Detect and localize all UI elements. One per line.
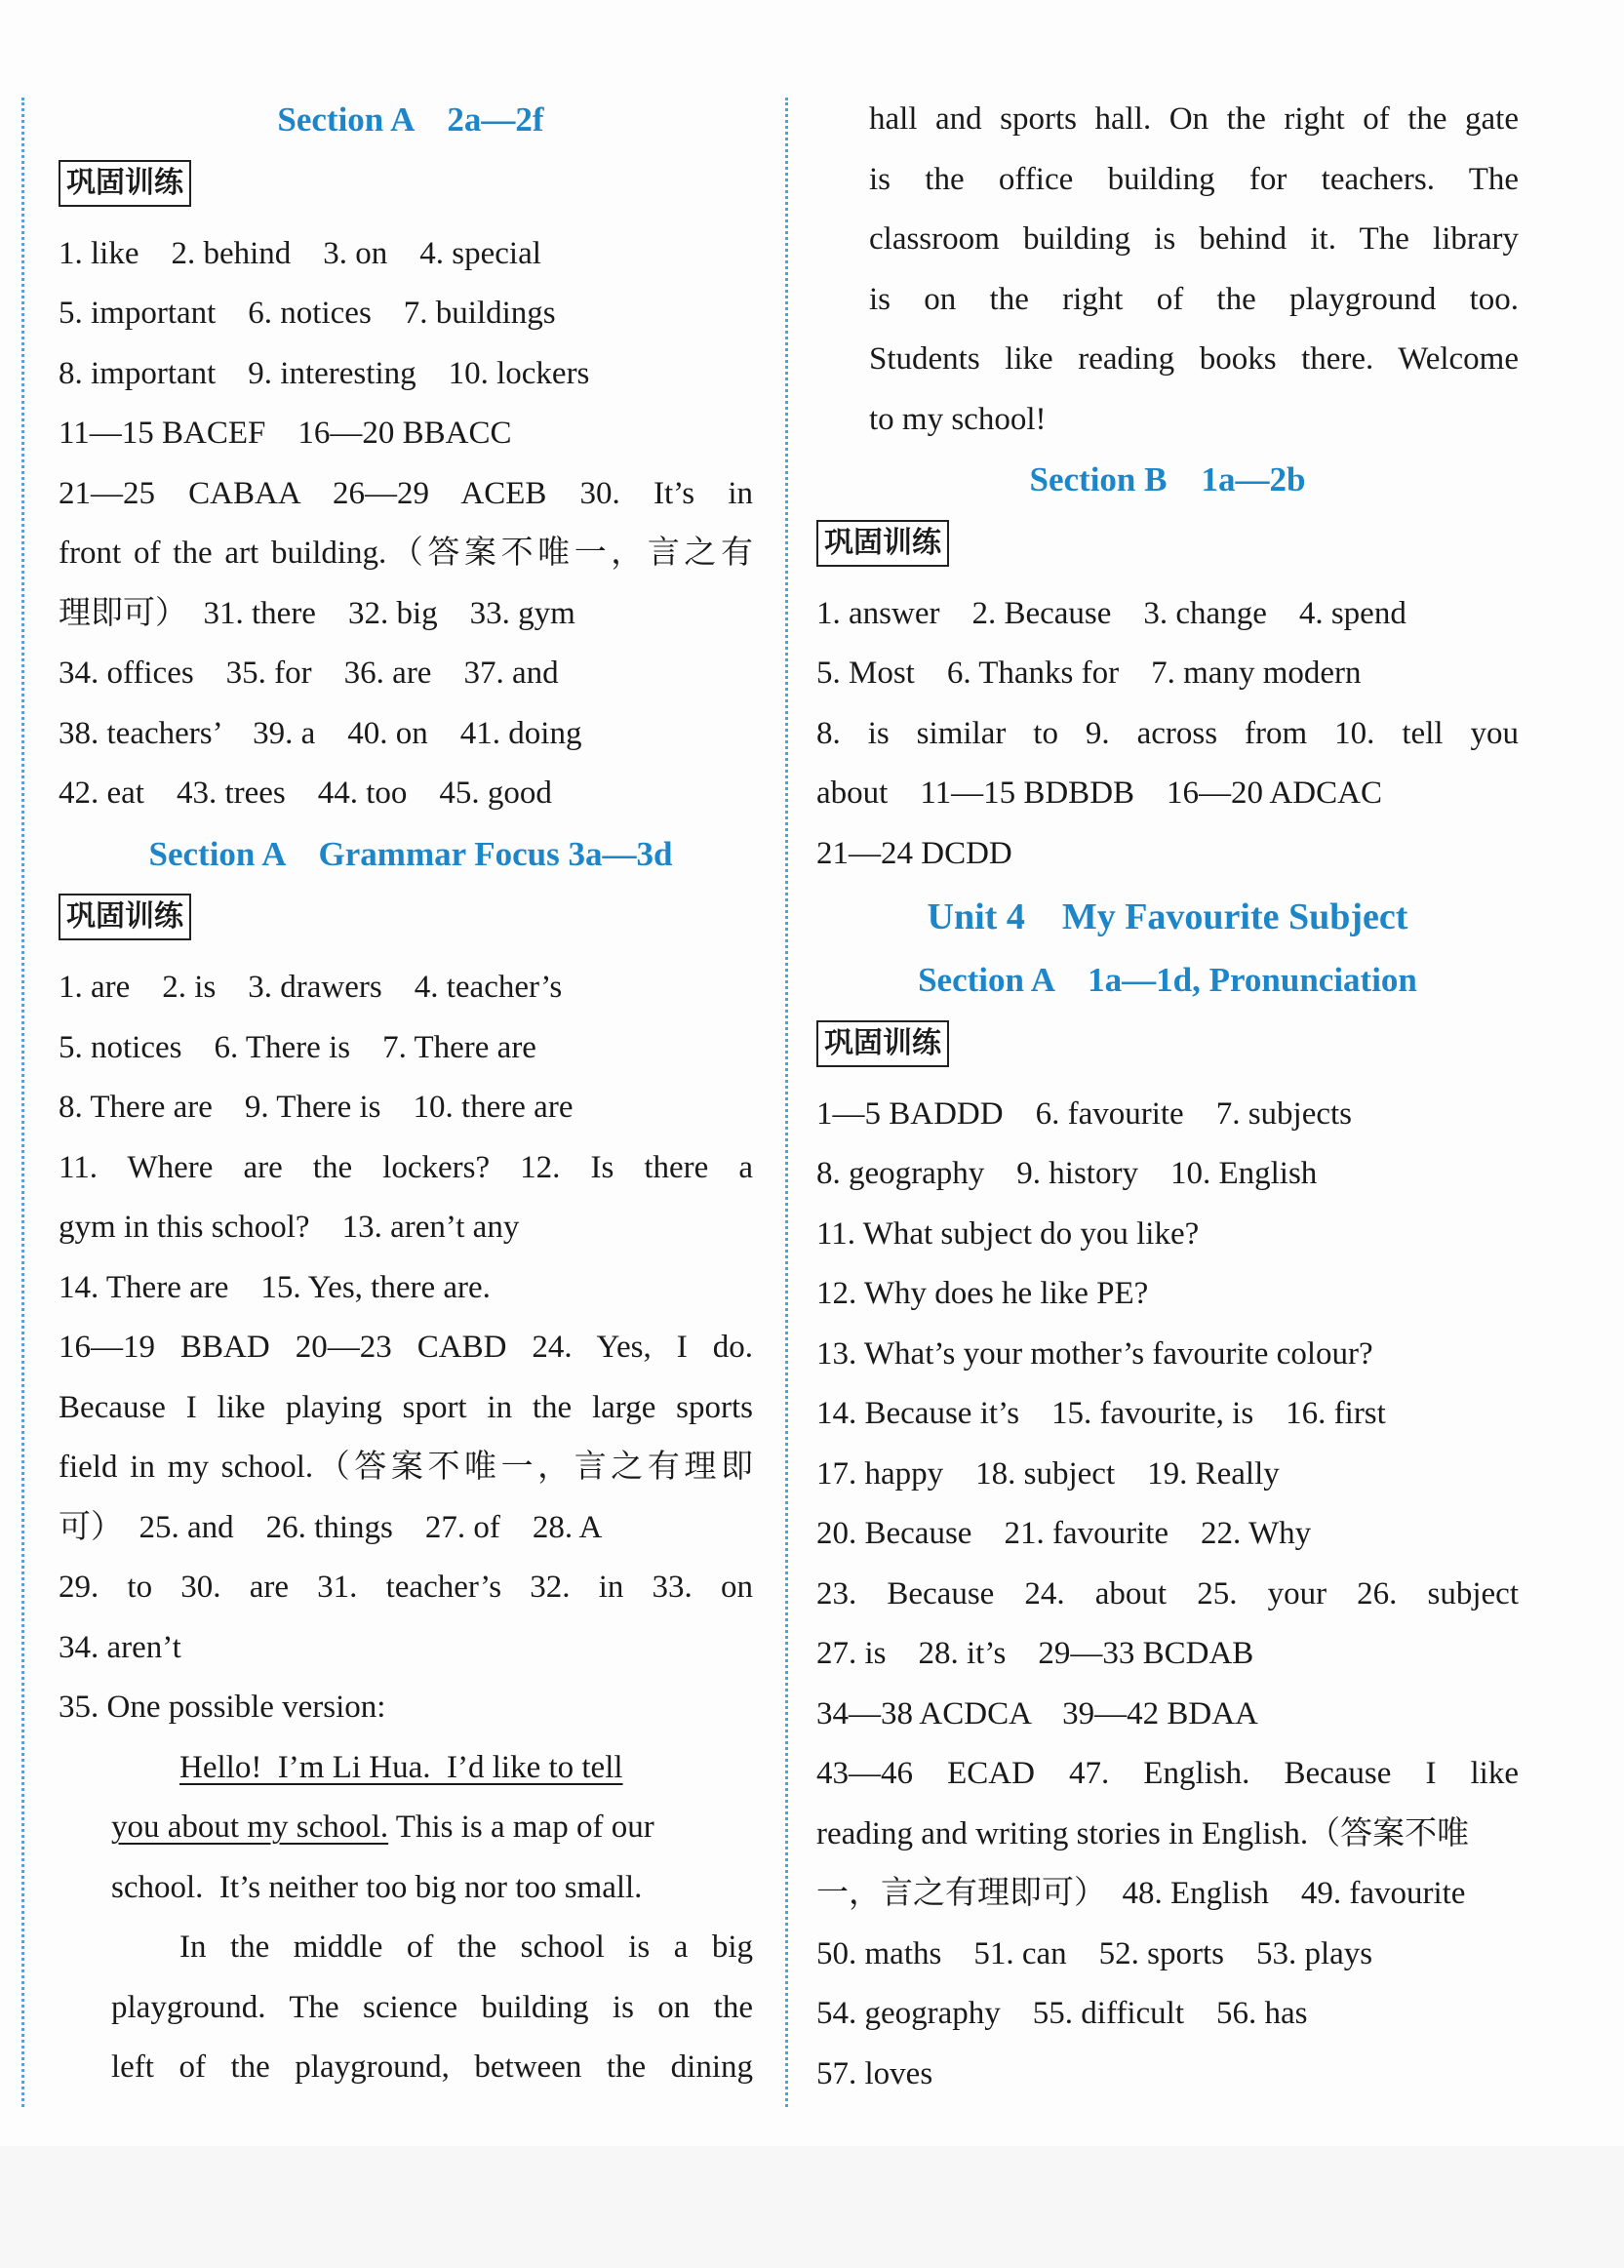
exercise-label-row [59,150,753,224]
right-column [816,90,1519,2104]
essay-line [59,1738,753,1799]
answer-line: 一，言之有理即可） 48. English 49. favourite [816,1876,1466,1911]
essay-line: is on the right of the playground too. [869,281,1519,317]
answer-line: 43—46 ECAD 47. English. Because I like [816,1756,1519,1791]
answer-line: 可） 25. and 26. things 27. of 28. A [59,1509,603,1545]
answer-line: gym in this school? 13. aren’t any [59,1210,520,1245]
essay-line [59,1798,753,1858]
column-divider-dotted-rule [785,98,788,2107]
essay-line: is the office building for teachers. The [869,161,1519,197]
answer-line: 14. Because it’s 15. favourite, is 16. first [816,1396,1386,1431]
answer-line: 8. is similar to 9. across from 10. tell you [816,715,1519,751]
answer-line: 57. loves [816,2055,933,2091]
answer-line: 21—25 CABAA 26—29 ACEB 30. It’s in [59,475,753,511]
essay-underlined-text: Hello! I’m Li Hua. I’d like to tell [179,1749,623,1785]
exercise-label: 巩固训练 [59,894,191,940]
essay-line: school. It’s neither too big nor too small. [111,1869,643,1905]
answer-line: Because I like playing sport in the large sports [59,1389,753,1425]
essay-line: left of the playground, between the dining [111,2049,753,2085]
answer-line: 35. One possible version: [59,1690,386,1725]
answer-line: 理即可） 31. there 32. big 33. gym [59,595,575,631]
answer-line: 54. geography 55. difficult 56. has [816,1996,1308,2031]
section-heading: Section A Grammar Focus 3a—3d [148,834,673,873]
answer-line: 21—24 DCDD [816,835,1012,871]
answer-line: 11. What subject do you like? [816,1215,1200,1252]
answer-line: 12. Why does he like PE? [816,1276,1149,1311]
answer-line: front of the art building.（答案不唯一，言之有 [59,536,753,571]
answer-line: 38. teachers’ 39. a 40. on 41. doing [59,715,582,751]
exercise-label-row [816,510,1519,584]
answer-line: 5. Most 6. Thanks for 7. many modern [816,656,1362,691]
essay-line: playground. The science building is on the [111,1989,753,2025]
answer-line: field in my school.（答案不唯一，言之有理即 [59,1450,753,1485]
essay-line: classroom building is behind it. The library [869,221,1519,257]
answer-line: reading and writing stories in English.（答案不唯 [816,1815,1470,1851]
section-heading: Section A 2a—2f [277,100,544,139]
answer-line: 23. Because 24. about 25. your 26. subject [816,1575,1519,1611]
exercise-label-row [59,884,753,958]
answer-line: 5. notices 6. There is 7. There are [59,1029,536,1065]
answer-line: 11—15 BACEF 16—20 BBACC [59,416,512,451]
answer-line: 8. There are 9. There is 10. there are [59,1090,574,1125]
answer-line: 8. important 9. interesting 10. lockers [59,355,590,391]
answer-line: 42. eat 43. trees 44. too 45. good [59,776,552,811]
essay-line: to my school! [869,401,1047,437]
section-heading: Section A 1a—1d, Pronunciation [918,961,1417,999]
left-column [59,90,753,2098]
section-heading: Section B 1a—2b [1029,460,1306,498]
answer-line: 20. Because 21. favourite 22. Why [816,1516,1312,1551]
answer-line: 5. important 6. notices 7. buildings [59,296,556,331]
answer-line: 1. answer 2. Because 3. change 4. spend [816,595,1406,631]
answer-line: 1. are 2. is 3. drawers 4. teacher’s [59,970,563,1005]
answer-line: 27. is 28. it’s 29—33 BCDAB [816,1636,1254,1671]
page-bottom-margin [0,2146,1624,2268]
exercise-label: 巩固训练 [816,1020,949,1067]
exercise-label-row [816,1011,1519,1085]
answer-line: 34. aren’t [59,1629,181,1665]
unit-title: Unit 4 My Favourite Subject [927,896,1408,937]
exercise-label: 巩固训练 [59,160,191,207]
essay-underlined-text: you about my school. [111,1810,389,1845]
left-margin-dotted-rule [21,98,24,2107]
answer-line: 34. offices 35. for 36. are 37. and [59,656,559,691]
answer-line: 34—38 ACDCA 39—42 BDAA [816,1695,1258,1731]
answer-line: 17. happy 18. subject 19. Really [816,1455,1280,1492]
essay-line: hall and sports hall. On the right of the gate [869,101,1519,137]
answer-line: 13. What’s your mother’s favourite colour? [816,1335,1373,1372]
essay-text: This is a map of our [388,1810,654,1845]
answer-line: 16—19 BBAD 20—23 CABD 24. Yes, I do. [59,1330,753,1365]
answer-line: 50. maths 51. can 52. sports 53. plays [816,1935,1373,1971]
essay-line: In the middle of the school is a big [179,1930,753,1965]
answer-line: 1—5 BADDD 6. favourite 7. subjects [816,1095,1353,1132]
answer-line: 11. Where are the lockers? 12. Is there a [59,1149,753,1185]
answer-line: about 11—15 BDBDB 16—20 ADCAC [816,776,1382,811]
answer-line: 1. like 2. behind 3. on 4. special [59,235,541,271]
answer-line: 29. to 30. are 31. teacher’s 32. in 33. on [59,1570,753,1605]
answer-line: 14. There are 15. Yes, there are. [59,1269,491,1305]
essay-line: Students like reading books there. Welcome [869,341,1519,377]
exercise-label: 巩固训练 [816,520,949,567]
answer-line: 8. geography 9. history 10. English [816,1156,1318,1191]
